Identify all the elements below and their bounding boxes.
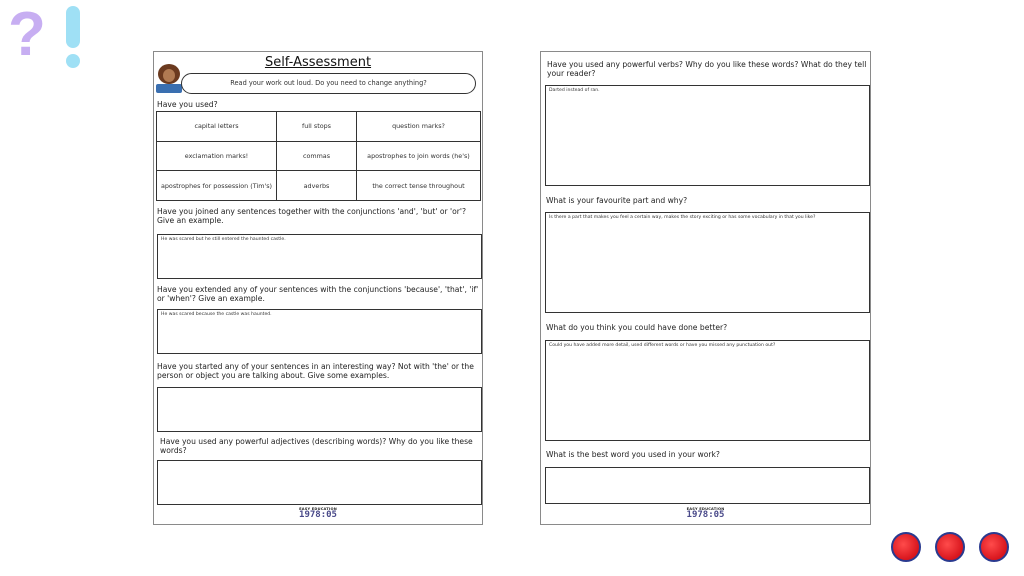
- red-dot-icon: [891, 532, 921, 562]
- answer-box-adjectives[interactable]: [157, 460, 482, 505]
- red-dot-icon: [979, 532, 1009, 562]
- answer-box-openers[interactable]: [157, 387, 482, 432]
- page-title: Self-Assessment: [264, 55, 372, 70]
- answer-box-verbs[interactable]: [545, 85, 870, 186]
- checklist-cell: commas: [277, 141, 357, 171]
- easy-education-logo: EASY EDUCATION 1978:05: [299, 507, 337, 520]
- question-verbs: Have you used any powerful verbs? Why do you like these words? What do they tell your reader?: [547, 60, 867, 79]
- answer-box-extend[interactable]: [157, 309, 482, 354]
- checklist-cell: adverbs: [277, 171, 357, 201]
- answer-text: Could you have added more detail, used different words or have you missed any punctuation out?: [549, 343, 776, 348]
- checklist-cell: apostrophes for possession (Tim's): [157, 171, 277, 201]
- checklist-cell: the correct tense throughout: [357, 171, 481, 201]
- question-sentence-openers: Have you started any of your sentences in an interesting way? Not with 'the' or the person or object you are talking about. Give some examples.: [157, 362, 474, 381]
- question-conjunctions-join: Have you joined any sentences together with the conjunctions 'and', 'but' or 'or'? Give an example.: [157, 207, 467, 226]
- question-adjectives: Have you used any powerful adjectives (describing words)? Why do you like these words?: [160, 437, 473, 456]
- exclamation-mark-icon: [64, 6, 82, 66]
- checklist-cell: full stops: [277, 112, 357, 142]
- have-used-heading: Have you used?: [157, 100, 218, 109]
- worksheet-page-2: [540, 51, 871, 525]
- question-best-word: What is the best word you used in your work?: [546, 450, 720, 459]
- checklist-cell: question marks?: [357, 112, 481, 142]
- question-favourite-part: What is your favourite part and why?: [546, 196, 688, 205]
- easy-education-logo: EASY EDUCATION 1978:05: [686, 507, 725, 520]
- child-reading-avatar: [156, 64, 182, 94]
- answer-text: He was scared because the castle was haunted.: [161, 312, 272, 317]
- question-do-better: What do you think you could have done better?: [546, 323, 728, 332]
- checklist-cell: apostrophes to join words (he's): [357, 141, 481, 171]
- answer-text: Darted instead of ran.: [549, 88, 600, 93]
- checklist-table: [156, 111, 481, 201]
- question-conjunctions-extend: Have you extended any of your sentences with the conjunctions 'because', 'that', 'if' or 'when'? Give an example.: [157, 285, 479, 304]
- answer-box-favourite[interactable]: [545, 212, 870, 313]
- answer-box-join[interactable]: [157, 234, 482, 279]
- instruction-banner: Read your work out loud. Do you need to change anything?: [181, 73, 476, 94]
- answer-text: Is there a part that makes you feel a certain way, makes the story exciting or has some vocabulary in that you like?: [549, 215, 816, 220]
- worksheet-page-1: [153, 51, 483, 525]
- checklist-cell: capital letters: [157, 112, 277, 142]
- checklist-cell: exclamation marks!: [157, 141, 277, 171]
- answer-box-better[interactable]: [545, 340, 870, 441]
- answer-text: He was scared but he still entered the haunted castle.: [161, 237, 286, 242]
- red-dot-icon: [935, 532, 965, 562]
- answer-box-best-word[interactable]: [545, 467, 870, 504]
- question-mark-icon: ?: [8, 0, 46, 69]
